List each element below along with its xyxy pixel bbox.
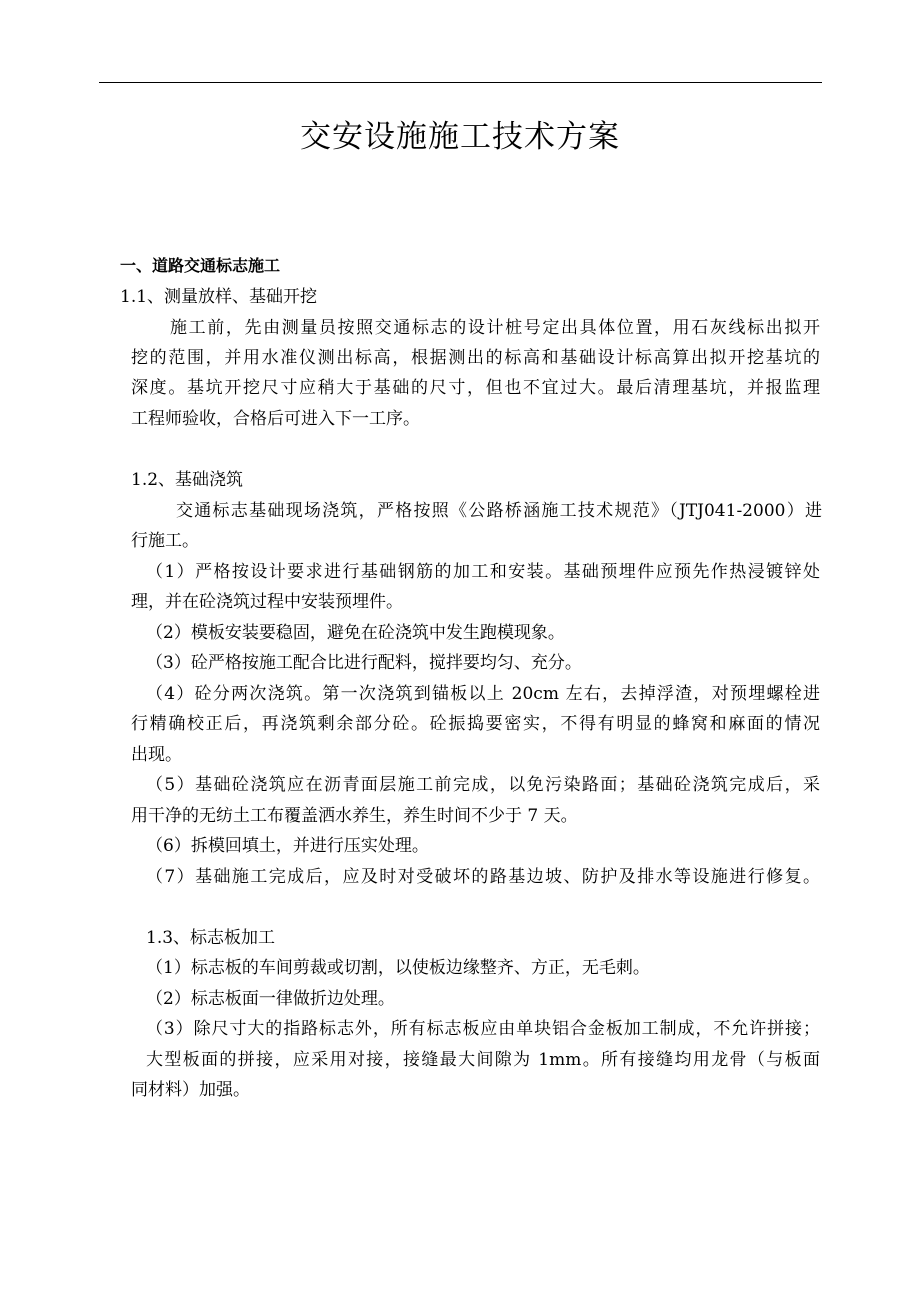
list-item-continuation: 大型板面的拼接，应采用对接，接缝最大间隙为 1mm。所有接缝均用龙骨（与板面 xyxy=(146,1050,820,1070)
list-item: （2）标志板面一律做折边处理。 xyxy=(146,989,395,1009)
list-item: （3）除尺寸大的指路标志外，所有标志板应由单块铝合金板加工制成，不允许拼接； xyxy=(146,1019,820,1039)
paragraph-line: 工程师验收，合格后可进入下一工序。 xyxy=(131,409,420,429)
list-item: （2）模板安装要稳固，避免在砼浇筑中发生跑模现象。 xyxy=(146,623,565,643)
subsection-heading: 1.1、测量放样、基础开挖 xyxy=(120,287,318,307)
list-item: （5）基础砼浇筑应在沥青面层施工前完成，以免污染路面；基础砼浇筑完成后，采 xyxy=(146,775,820,795)
header-rule xyxy=(99,82,822,83)
list-item-continuation: 行精确校正后，再浇筑剩余部分砼。砼振捣要密实，不得有明显的蜂窝和麻面的情况 xyxy=(131,714,820,734)
list-item: （3）砼严格按施工配合比进行配料，搅拌要均匀、充分。 xyxy=(146,653,582,673)
subsection-heading: 1.2、基础浇筑 xyxy=(131,470,244,490)
paragraph-line: 交通标志基础现场浇筑，严格按照《公路桥涵施工技术规范》（JTJ041-2000）进 xyxy=(176,501,822,521)
list-item: （1）标志板的车间剪裁或切割，以使板边缘整齐、方正，无毛刺。 xyxy=(146,958,650,978)
list-item-continuation: 出现。 xyxy=(131,745,182,765)
list-item: （7）基础施工完成后，应及时对受破坏的路基边坡、防护及排水等设施进行修复。 xyxy=(146,867,820,887)
document-title: 交安设施施工技术方案 xyxy=(300,119,620,155)
list-item: （1）严格按设计要求进行基础钢筋的加工和安装。基础预埋件应预先作热浸镀锌处 xyxy=(146,562,820,582)
list-item: （4）砼分两次浇筑。第一次浇筑到锚板以上 20cm 左右，去掉浮渣，对预埋螺栓进 xyxy=(146,684,820,704)
subsection-heading: 1.3、标志板加工 xyxy=(146,928,276,948)
section-heading: 一、道路交通标志施工 xyxy=(120,256,281,275)
list-item-continuation: 理，并在砼浇筑过程中安装预埋件。 xyxy=(131,592,403,612)
list-item-continuation: 同材料）加强。 xyxy=(131,1080,250,1100)
paragraph-line: 施工前，先由测量员按照交通标志的设计桩号定出具体位置，用石灰线标出拟开 xyxy=(170,318,820,338)
paragraph-line: 行施工。 xyxy=(131,531,199,551)
list-item: （6）拆模回填土，并进行压实处理。 xyxy=(146,836,429,856)
paragraph-line: 挖的范围，并用水准仪测出标高，根据测出的标高和基础设计标高算出拟开挖基坑的 xyxy=(131,348,820,368)
list-item-continuation: 用干净的无纺土工布覆盖洒水养生，养生时间不少于 7 天。 xyxy=(131,806,578,826)
paragraph-line: 深度。基坑开挖尺寸应稍大于基础的尺寸，但也不宜过大。最后清理基坑，并报监理 xyxy=(131,378,820,398)
